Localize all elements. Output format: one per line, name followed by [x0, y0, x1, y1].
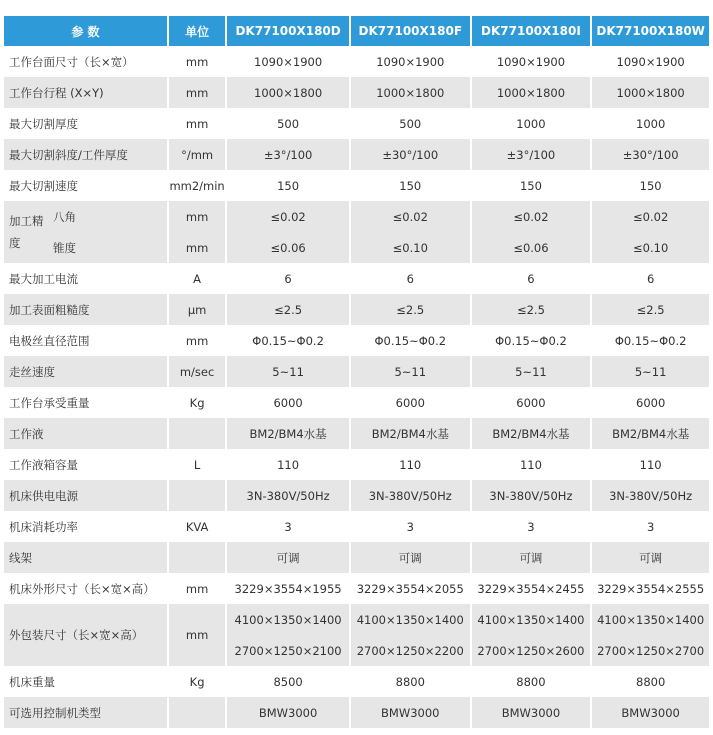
table-row — [4, 449, 709, 480]
row-value: 3N-380V/50Hz — [351, 480, 470, 511]
row-value: ≤0.10 — [351, 232, 470, 263]
row-value: 1000 — [472, 108, 591, 139]
row-unit: mm — [169, 46, 225, 77]
row-value: 150 — [472, 170, 591, 201]
table-row — [4, 170, 709, 201]
row-value: 可调 — [351, 542, 470, 573]
row-value: ≤0.02 — [351, 201, 470, 232]
row-value: 3229×3554×2055 — [351, 573, 470, 604]
row-name: 外包装尺寸（长×宽×高） — [4, 604, 167, 666]
row-value: 150 — [592, 170, 709, 201]
table-row — [4, 604, 709, 666]
table-row — [4, 542, 709, 573]
row-value: 3229×3554×2455 — [472, 573, 591, 604]
row-value: 可调 — [592, 542, 709, 573]
row-value: 3 — [351, 511, 470, 542]
row-value: 150 — [351, 170, 470, 201]
row-value: 5~11 — [351, 356, 470, 387]
row-unit — [169, 418, 225, 449]
table-row — [4, 418, 709, 449]
table-row — [4, 356, 709, 387]
header-param: 参 数 — [4, 16, 167, 46]
row-value: 5~11 — [472, 356, 591, 387]
row-value: 3 — [472, 511, 591, 542]
row-value: 8800 — [592, 666, 709, 697]
row-value: ±3°/100 — [472, 139, 591, 170]
row-value: 6 — [592, 263, 709, 294]
packing-value-f — [351, 604, 470, 666]
row-name: 线架 — [4, 542, 167, 573]
precision-group-label: 加工精度 — [9, 214, 44, 250]
spec-table — [2, 16, 711, 728]
row-name: 工作台行程 (X×Y) — [4, 77, 167, 108]
row-value: ≤0.02 — [592, 201, 709, 232]
row-value: 可调 — [472, 542, 591, 573]
row-name: 工作液箱容量 — [4, 449, 167, 480]
table-row — [4, 108, 709, 139]
table-row — [4, 201, 709, 232]
row-value: ≤0.06 — [472, 232, 591, 263]
packing-value-w — [592, 604, 709, 666]
row-value: BMW3000 — [472, 697, 591, 728]
row-value: 1000×1800 — [227, 77, 349, 108]
row-value: 1090×1900 — [351, 46, 470, 77]
row-value: 8800 — [351, 666, 470, 697]
row-unit: mm — [169, 77, 225, 108]
row-value: 1090×1900 — [592, 46, 709, 77]
row-value: 3 — [592, 511, 709, 542]
table-row — [4, 294, 709, 325]
packing-size: 2700×1250×2100 — [234, 643, 342, 658]
row-value: 6000 — [351, 387, 470, 418]
row-value: 1090×1900 — [472, 46, 591, 77]
row-value: BMW3000 — [592, 697, 709, 728]
packing-size: 2700×1250×2600 — [477, 643, 585, 658]
table-row — [4, 387, 709, 418]
row-value: ≤2.5 — [227, 294, 349, 325]
packing-value-d — [227, 604, 349, 666]
row-unit: m/sec — [169, 356, 225, 387]
row-value: ±3°/100 — [227, 139, 349, 170]
table-row — [4, 46, 709, 77]
row-value: 6000 — [472, 387, 591, 418]
row-unit: Kg — [169, 387, 225, 418]
row-value: 8500 — [227, 666, 349, 697]
table-row — [4, 511, 709, 542]
row-value: 3N-380V/50Hz — [472, 480, 591, 511]
row-value: 5~11 — [227, 356, 349, 387]
packing-size: 4100×1350×1400 — [477, 612, 585, 627]
packing-size: 2700×1250×2200 — [356, 643, 464, 658]
row-value: 可调 — [227, 542, 349, 573]
row-value: 6 — [472, 263, 591, 294]
row-unit: KVA — [169, 511, 225, 542]
row-value: ≤2.5 — [472, 294, 591, 325]
row-value: 1000×1800 — [351, 77, 470, 108]
packing-size: 2700×1250×2700 — [597, 643, 705, 658]
row-value: ±30°/100 — [592, 139, 709, 170]
row-value: BM2/BM4水基 — [227, 418, 349, 449]
row-value: BM2/BM4水基 — [592, 418, 709, 449]
packing-size: 4100×1350×1400 — [597, 612, 705, 627]
row-unit: mm — [169, 201, 225, 232]
row-value: 3N-380V/50Hz — [227, 480, 349, 511]
row-value: 110 — [227, 449, 349, 480]
row-value: BM2/BM4水基 — [351, 418, 470, 449]
row-value: ≤2.5 — [592, 294, 709, 325]
row-unit — [169, 542, 225, 573]
table-row — [4, 139, 709, 170]
row-value: ≤0.10 — [592, 232, 709, 263]
row-unit: mm2/min — [169, 170, 225, 201]
row-value: ≤2.5 — [351, 294, 470, 325]
row-value: 110 — [351, 449, 470, 480]
table-row — [4, 573, 709, 604]
table-row — [4, 697, 709, 728]
header-model-i: DK77100X180I — [472, 16, 591, 46]
row-value: 3N-380V/50Hz — [592, 480, 709, 511]
spec-table-container — [2, 16, 711, 728]
table-row — [4, 263, 709, 294]
row-value: 6000 — [227, 387, 349, 418]
row-value: 1000×1800 — [592, 77, 709, 108]
header-unit: 单位 — [169, 16, 225, 46]
row-value: 6 — [227, 263, 349, 294]
row-name: 最大切割速度 — [4, 170, 167, 201]
row-name: 最大切割厚度 — [4, 108, 167, 139]
row-unit: mm — [169, 325, 225, 356]
row-name: 加工表面粗糙度 — [4, 294, 167, 325]
precision-group — [4, 201, 167, 263]
row-name: 工作液 — [4, 418, 167, 449]
header-model-f: DK77100X180F — [351, 16, 470, 46]
row-unit: A — [169, 263, 225, 294]
row-value: Φ0.15~Φ0.2 — [472, 325, 591, 356]
row-unit: Kg — [169, 666, 225, 697]
row-value: BMW3000 — [351, 697, 470, 728]
packing-size: 4100×1350×1400 — [234, 612, 342, 627]
row-name: 机床重量 — [4, 666, 167, 697]
row-name: 可选用控制机类型 — [4, 697, 167, 728]
row-value: 1000×1800 — [472, 77, 591, 108]
row-name: 走丝速度 — [4, 356, 167, 387]
row-value: 8800 — [472, 666, 591, 697]
row-value: 3 — [227, 511, 349, 542]
table-row — [4, 77, 709, 108]
row-value: 5~11 — [592, 356, 709, 387]
row-unit: mm — [169, 604, 225, 666]
packing-size: 4100×1350×1400 — [356, 612, 464, 627]
row-value: ±30°/100 — [351, 139, 470, 170]
row-value: 150 — [227, 170, 349, 201]
row-value: 3229×3554×2555 — [592, 573, 709, 604]
row-value: ≤0.06 — [227, 232, 349, 263]
row-name: 最大切割斜度/工件厚度 — [4, 139, 167, 170]
row-value: ≤0.02 — [227, 201, 349, 232]
row-unit: mm — [169, 232, 225, 263]
table-row — [4, 325, 709, 356]
row-value: Φ0.15~Φ0.2 — [592, 325, 709, 356]
row-unit — [169, 697, 225, 728]
row-value: ≤0.02 — [472, 201, 591, 232]
row-unit — [169, 480, 225, 511]
header-row — [4, 16, 709, 46]
row-value: 1000 — [592, 108, 709, 139]
row-name: 机床外形尺寸（长×宽×高） — [4, 573, 167, 604]
row-value: Φ0.15~Φ0.2 — [227, 325, 349, 356]
row-unit: L — [169, 449, 225, 480]
row-value: 6000 — [592, 387, 709, 418]
row-unit: mm — [169, 573, 225, 604]
row-name: 机床供电电源 — [4, 480, 167, 511]
table-row — [4, 480, 709, 511]
table-row — [4, 666, 709, 697]
precision-sub-label: 八角 — [53, 209, 76, 224]
row-value: 6 — [351, 263, 470, 294]
row-name: 电极丝直径范围 — [4, 325, 167, 356]
row-value: BM2/BM4水基 — [472, 418, 591, 449]
row-unit: μm — [169, 294, 225, 325]
header-model-d: DK77100X180D — [227, 16, 349, 46]
packing-value-i — [472, 604, 591, 666]
row-name: 最大加工电流 — [4, 263, 167, 294]
row-value: Φ0.15~Φ0.2 — [351, 325, 470, 356]
row-unit: mm — [169, 108, 225, 139]
row-value: 3229×3554×1955 — [227, 573, 349, 604]
header-model-w: DK77100X180W — [592, 16, 709, 46]
row-value: 1090×1900 — [227, 46, 349, 77]
row-name: 工作台承受重量 — [4, 387, 167, 418]
precision-sub-label: 锥度 — [53, 240, 76, 255]
row-unit: °/mm — [169, 139, 225, 170]
row-value: 110 — [592, 449, 709, 480]
row-value: BMW3000 — [227, 697, 349, 728]
row-name: 工作台面尺寸（长×宽） — [4, 46, 167, 77]
row-name: 机床消耗功率 — [4, 511, 167, 542]
row-value: 110 — [472, 449, 591, 480]
row-value: 500 — [351, 108, 470, 139]
row-value: 500 — [227, 108, 349, 139]
